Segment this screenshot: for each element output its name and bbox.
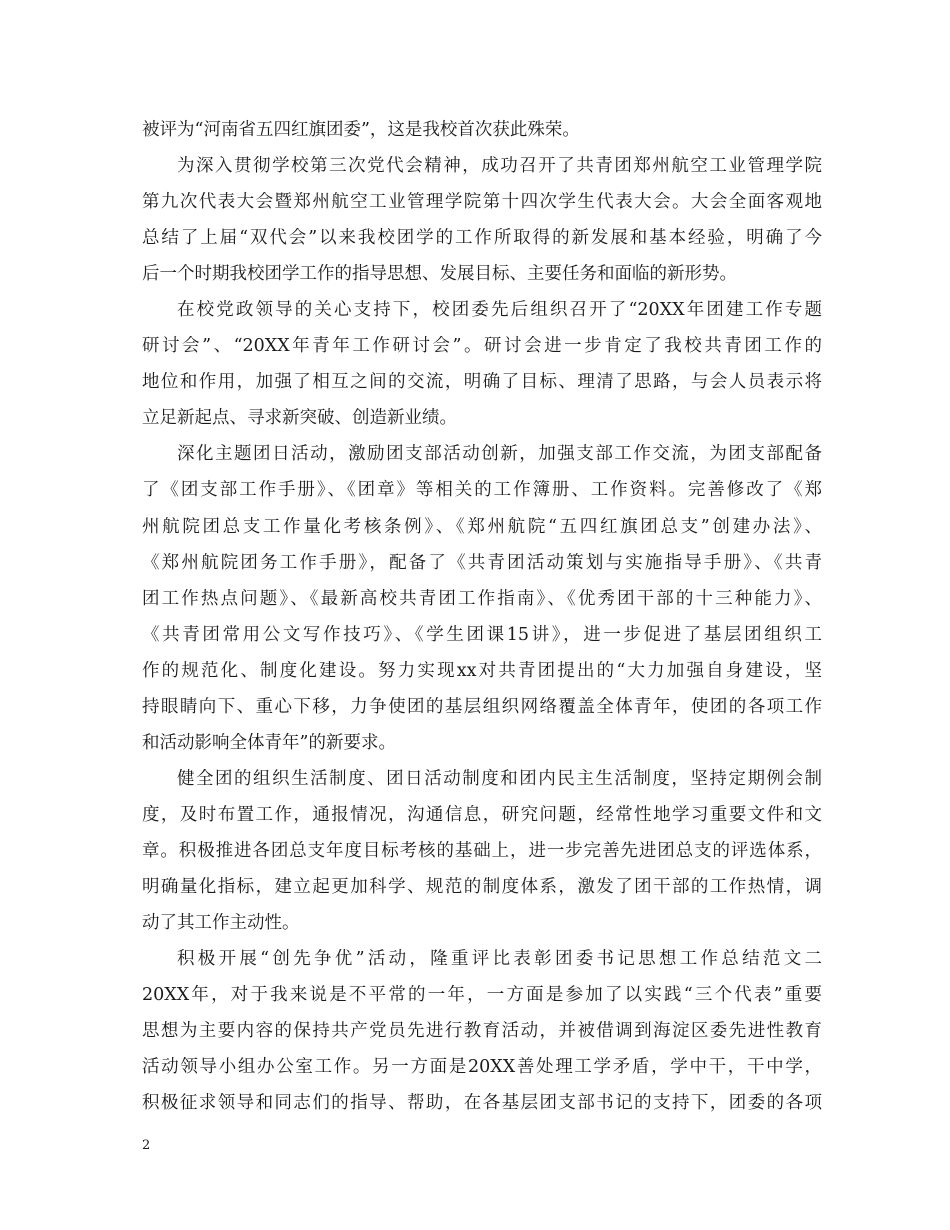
text-line: 活动领导小组办公室工作。另一方面是20XX善处理工学矛盾，学中干，干中学， bbox=[142, 1057, 822, 1078]
text-line: 总结了上届“双代会”以来我校团学的工作所取得的新发展和基本经验，明确了今 bbox=[142, 228, 822, 249]
text-line: 作的规范化、制度化建设。努力实现xx对共青团提出的“大力加强自身建设，坚 bbox=[142, 660, 822, 681]
text-line: 立足新起点、寻求新突破、创造新业绩。 bbox=[142, 408, 457, 429]
text-line: 积极征求领导和同志们的指导、帮助，在各基层团支部书记的支持下，团委的各项 bbox=[142, 1093, 822, 1114]
text-line: 健全团的组织生活制度、团日活动制度和团内民主生活制度，坚持定期例会制 bbox=[177, 768, 822, 789]
text-line: 持眼睛向下、重心下移，力争使团的基层组织网络覆盖全体青年，使团的各项工作 bbox=[142, 696, 822, 717]
text-line: 后一个时期我校团学工作的指导思想、发展目标、主要任务和面临的新形势。 bbox=[142, 264, 737, 285]
text-line: 明确量化指标，建立起更加科学、规范的制度体系，激发了团干部的工作热情，调 bbox=[142, 876, 822, 897]
text-line: 第九次代表大会暨郑州航空工业管理学院第十四次学生代表大会。大会全面客观地 bbox=[142, 192, 822, 213]
text-line: 章。积极推进各团总支年度目标考核的基础上，进一步完善先进团总支的评选体系， bbox=[142, 840, 822, 861]
text-line: 深化主题团日活动，激励团支部活动创新，加强支部工作交流，为团支部配备 bbox=[177, 444, 822, 465]
text-line: 和活动影响全体青年”的新要求。 bbox=[142, 732, 396, 753]
text-line: 动了其工作主动性。 bbox=[142, 913, 300, 934]
text-line: 《共青团常用公文写作技巧》、《学生团课15讲》，进一步促进了基层团组织工 bbox=[142, 624, 822, 645]
text-line: 为深入贯彻学校第三次党代会精神，成功召开了共青团郑州航空工业管理学院 bbox=[177, 156, 822, 177]
text-line: 被评为“河南省五四红旗团委”，这是我校首次获此殊荣。 bbox=[142, 120, 580, 140]
text-line: 地位和作用，加强了相互之间的交流，明确了目标、理清了思路，与会人员表示将 bbox=[142, 372, 822, 393]
text-line: 了《团支部工作手册》、《团章》等相关的工作簿册、工作资料。完善修改了《郑 bbox=[142, 480, 822, 501]
text-line: 《郑州航院团务工作手册》，配备了《共青团活动策划与实施指导手册》、《共青 bbox=[142, 552, 822, 573]
text-line: 思想为主要内容的保持共产党员先进行教育活动，并被借调到海淀区委先进性教育 bbox=[142, 1021, 822, 1042]
text-line: 度，及时布置工作，通报情况，沟通信息，研究问题，经常性地学习重要文件和文 bbox=[142, 804, 822, 825]
text-line: 积极开展“创先争优”活动，隆重评比表彰团委书记思想工作总结范文二 bbox=[177, 949, 822, 970]
text-line: 研讨会”、“20XX年青年工作研讨会”。研讨会进一步肯定了我校共青团工作的 bbox=[142, 336, 822, 357]
text-line: 团工作热点问题》、《最新高校共青团工作指南》、《优秀团干部的十三种能力》、 bbox=[142, 588, 822, 609]
body-text bbox=[142, 112, 822, 1121]
text-line: 州航院团总支工作量化考核条例》、《郑州航院“五四红旗团总支”创建办法》、 bbox=[142, 516, 822, 537]
text-line: 在校党政领导的关心支持下，校团委先后组织召开了“20XX年团建工作专题 bbox=[177, 300, 822, 321]
text-line: 20XX年，对于我来说是不平常的一年，一方面是参加了以实践“三个代表”重要 bbox=[142, 985, 822, 1006]
page-number: 2 bbox=[142, 1138, 151, 1153]
